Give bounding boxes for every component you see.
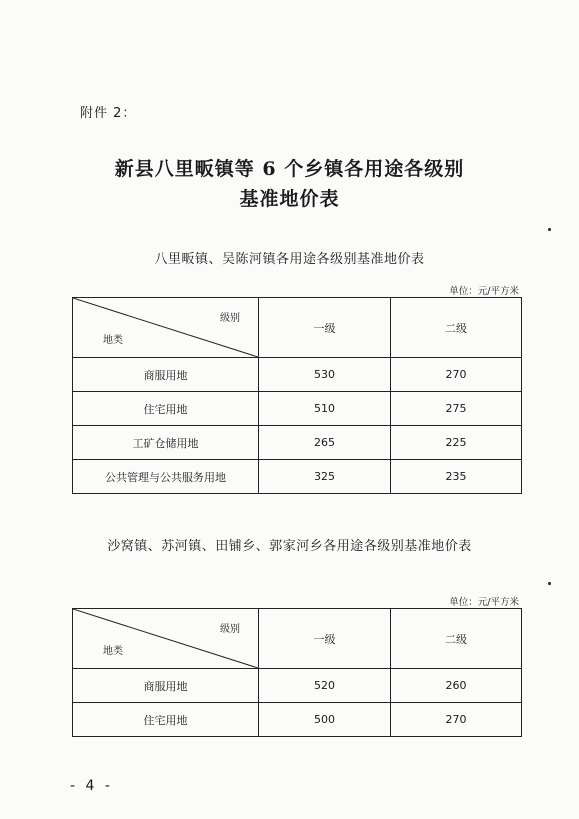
row-category: 住宅用地 <box>73 392 259 426</box>
table1-price-table <box>72 297 522 494</box>
diagonal-header-cell <box>73 298 259 358</box>
row-level1-price: 325 <box>259 460 391 494</box>
table2-unit: 单位：元/平方米 <box>449 597 519 608</box>
table2-price-table <box>72 608 522 737</box>
table-header-row <box>73 609 522 669</box>
row-level2-price: 260 <box>391 669 522 703</box>
row-level2-price: 235 <box>391 460 522 494</box>
header-col-level1: 一级 <box>259 298 391 358</box>
document-title-line2: 基准地价表 <box>239 188 340 210</box>
table-row <box>73 669 522 703</box>
table-row <box>73 426 522 460</box>
header-col-level2: 二级 <box>391 609 522 669</box>
row-level2-price: 270 <box>391 703 522 737</box>
header-level-label: 级别 <box>220 624 240 635</box>
diagonal-line <box>73 298 258 357</box>
header-col-level1: 一级 <box>259 609 391 669</box>
header-category-label: 地类 <box>103 646 123 657</box>
table1-subtitle: 八里畈镇、吴陈河镇各用途各级别基准地价表 <box>154 252 425 267</box>
row-category: 住宅用地 <box>73 703 259 737</box>
row-category: 商服用地 <box>73 358 259 392</box>
table-header-row <box>73 298 522 358</box>
table-row <box>73 392 522 426</box>
row-category: 商服用地 <box>73 669 259 703</box>
row-level2-price: 270 <box>391 358 522 392</box>
page-number: - 4 - <box>70 778 113 794</box>
header-level-label: 级别 <box>220 313 240 324</box>
attachment-label: 附件 2： <box>80 106 137 121</box>
table-row <box>73 460 522 494</box>
table2-subtitle: 沙窝镇、苏河镇、田铺乡、郭家河乡各用途各级别基准地价表 <box>107 539 472 554</box>
row-level1-price: 520 <box>259 669 391 703</box>
table-row <box>73 703 522 737</box>
row-level2-price: 225 <box>391 426 522 460</box>
table-row <box>73 358 522 392</box>
scan-speck <box>548 582 551 585</box>
row-category: 工矿仓储用地 <box>73 426 259 460</box>
row-level2-price: 275 <box>391 392 522 426</box>
row-level1-price: 530 <box>259 358 391 392</box>
row-level1-price: 500 <box>259 703 391 737</box>
header-category-label: 地类 <box>103 335 123 346</box>
header-col-level2: 二级 <box>391 298 522 358</box>
table1-unit: 单位：元/平方米 <box>449 286 519 297</box>
diagonal-line <box>73 609 258 668</box>
document-title-line1: 新县八里畈镇等 6 个乡镇各用途各级别 <box>114 158 465 180</box>
row-level1-price: 510 <box>259 392 391 426</box>
scan-speck <box>548 228 551 231</box>
row-level1-price: 265 <box>259 426 391 460</box>
diagonal-header-cell <box>73 609 259 669</box>
row-category: 公共管理与公共服务用地 <box>73 460 259 494</box>
